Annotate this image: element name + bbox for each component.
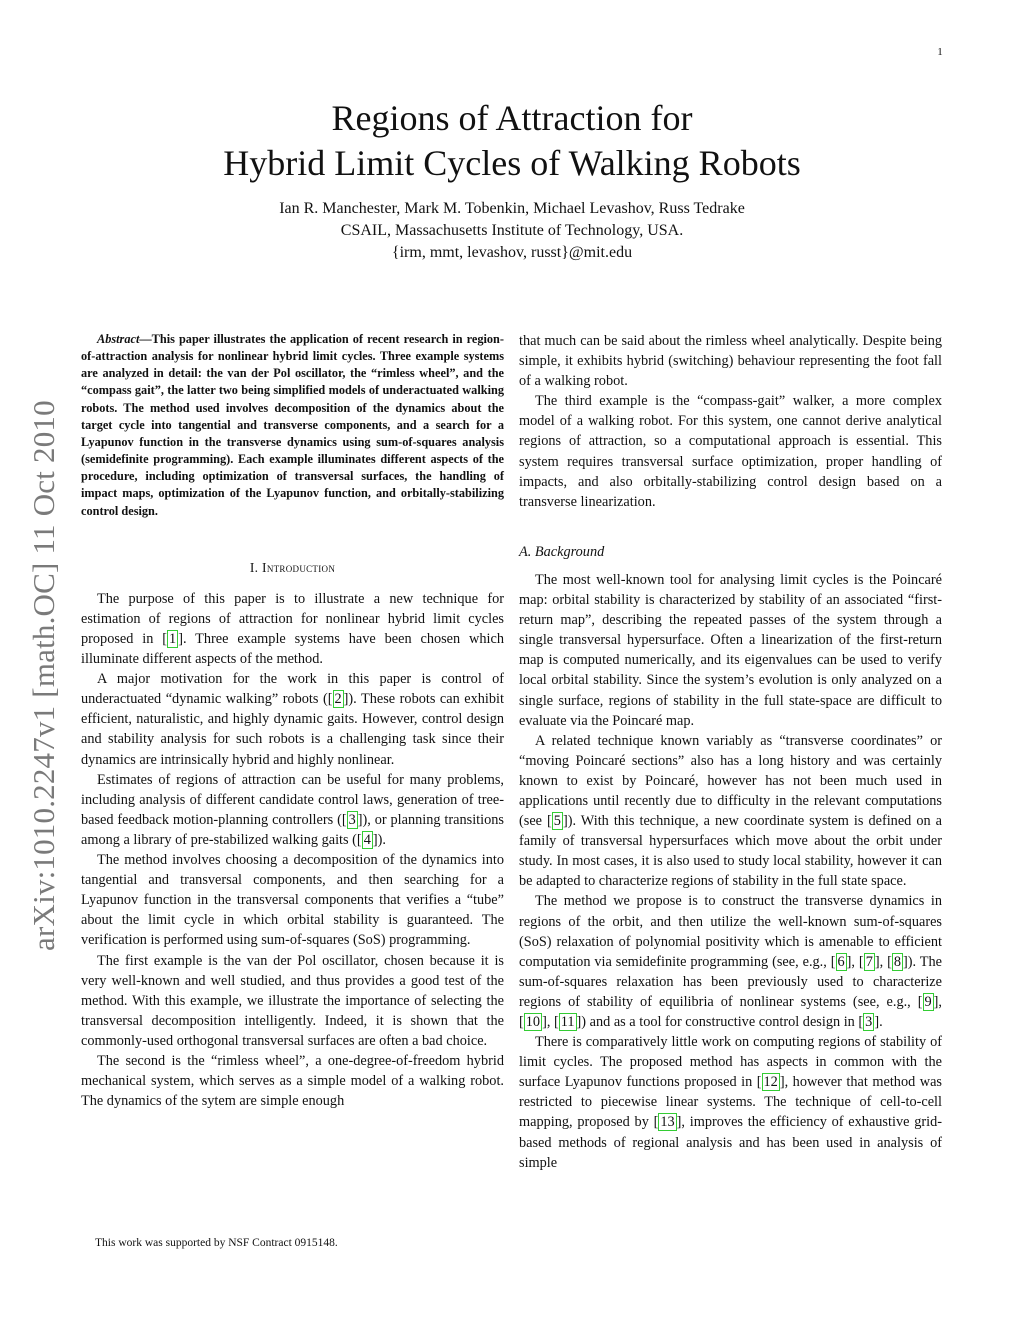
right-column: [519, 331, 942, 1173]
intro-paragraph-2: A major motivation for the work in this paper is control of underactuated “dynamic walking” robots ([ 2 ]). These robots can exhibit efficient, naturalistic, and highly dynamic gaits. However, control design and stability analysis for such robots is a challenging task since their dynamics are intrinsically hybrid and highly nonlinear.: [81, 671, 504, 768]
background-paragraph-1: The most well-known tool for analysing limit cycles is the Poincaré map: orbital stability is characterized by stability of an associated “first-return map”, describing the repeated passes of the system through a single transversal hypersurface. Often a linearization of the first-return map is computed numerically, and its eigenvalues can be used to verify local orbital stability. Since the system’s evolution is only analyzed on a single surface, regions of stability in the full state-space are difficult to evaluate via the Poincaré map.: [519, 571, 942, 729]
abstract-label: Abstract: [97, 332, 140, 346]
author-block: [0, 198, 1024, 264]
intro-paragraph-6-continued: that much can be said about the rimless wheel analytically. Despite being simple, it exhibits hybrid (switching) behaviour representing the foot fall of a walking robot.: [519, 333, 942, 390]
intro-paragraph-3: Estimates of regions of attraction can be useful for many problems, including analysis of different candidate control laws, generation of tree-based feedback motion-planning controllers ([ 3 ]), or planning transitions among a library of pre-stabilized walking gaits ([ 4 ]).: [81, 771, 504, 848]
left-column: [81, 331, 504, 1111]
citation-link[interactable]: 10: [525, 1014, 541, 1030]
background-paragraph-2: A related technique known variably as “transverse coordinates” or “moving Poincaré sections” also has a long history and was certainly known to exist by Poincaré, however has not been much used in applications until recently due to difficulty in the relevant computations (see [ 5 ]). With this technique, a new coordinate system is defined on a family of transversal hypersurfaces which move about the orbit under study. In most cases, it is also used to study local stability, however it can be adapted to characterize regions of stability in the full state space.: [519, 732, 942, 890]
affiliation: CSAIL, Massachusetts Institute of Technology, USA.: [340, 222, 684, 239]
citation-link[interactable]: 4: [363, 831, 371, 848]
citation-link[interactable]: 2: [334, 691, 342, 708]
title-line-1: Regions of Attraction for: [331, 98, 693, 138]
intro-paragraph-1: The purpose of this paper is to illustrate a new technique for estimation of regions of attraction for nonlinear hybrid limit cycles proposed in [ 1 ]. Three example systems have been chosen which illuminate different aspects of the method.: [81, 590, 504, 668]
intro-paragraph-7: The third example is the “compass-gait” walker, a more complex model of a walking robot. For this system, one cannot derive analytical regions of attraction, so a computational approach is essential. This system requires transversal surface optimization, proper handling of impacts, and also orbitally-stabilizing control design based on a transverse linearization.: [519, 393, 942, 510]
citation-link[interactable]: 3: [348, 811, 356, 828]
paper-title: [0, 96, 1024, 186]
citation-link[interactable]: 7: [865, 953, 873, 970]
citation-link[interactable]: 8: [893, 953, 902, 970]
intro-paragraph-4: The method involves choosing a decomposition of the dynamics into tangential and transversal components, and then searching for a Lyapunov function in the transversal components that verifies a “tube” about the limit cycle in which orbital stability is guaranteed. The verification is performed using sum-of-squares (SoS) programming.: [81, 852, 504, 949]
citation-link[interactable]: 9: [924, 993, 932, 1010]
citation-link[interactable]: 11: [560, 1014, 575, 1030]
emails: {irm, mmt, levashov, russt}@mit.edu: [391, 244, 633, 261]
intro-paragraph-6: The second is the “rimless wheel”, a one-degree-of-freedom hybrid mechanical system, which serves as a simple model of a walking robot. The dynamics of the sytem are simple enough: [81, 1052, 504, 1110]
background-paragraph-4: There is comparatively little work on computing regions of stability of limit cycles. The proposed method has aspects in common with the surface Lyapunov functions proposed in [ 12 ], however that method was restricted to piecewise linear systems. The technique of cell-to-cell mapping, proposed by [ 13 ], improves the efficiency of exhaustive grid-based methods of regional analysis and has been used in analysis of simple: [519, 1034, 942, 1171]
abstract-text: This paper illustrates the application of recent research in region-of-attraction analysis for nonlinear hybrid limit cycles. Three example systems are analyzed in detail: the van der Pol oscillator, the “rimless wheel”, and the “compass gait”, the latter two being simplified models of underactuated walking robots. The method used involves decomposition of the dynamics about the target cycle into tangential and transverse components, and a search for a Lyapunov function in the transverse dynamics using sum-of-squares analysis (semidefinite programming). Each example illuminates different aspects of the procedure, including optimization of transversal surfaces, the handling of impact maps, optimization of the Lyapunov function, and orbitally-stabilizing control design.: [81, 332, 504, 518]
citation-link[interactable]: 3: [865, 1014, 873, 1030]
citation-link[interactable]: 1: [169, 631, 177, 647]
subsection-heading-background: A. Background: [519, 543, 605, 560]
citation-link[interactable]: 6: [837, 953, 845, 970]
abstract: Abstract—This paper illustrates the application of recent research in region-of-attraction analysis for nonlinear hybrid limit cycles. Three example systems are analyzed in detail: the van der Pol oscillator, the “rimless wheel”, and the “compass gait”, the latter two being simplified models of underactuated walking robots. The method used involves decomposition of the dynamics about the target cycle into tangential and transverse components, and a search for a Lyapunov function in the transverse dynamics using sum-of-squares analysis (semidefinite programming). Each example illuminates different aspects of the procedure, including optimization of transversal surfaces, the handling of impact maps, optimization of the Lyapunov function, and orbitally-stabilizing control design.: [81, 332, 504, 518]
page-number: 1: [937, 46, 943, 58]
intro-paragraph-5: The first example is the van der Pol oscillator, chosen because it is very well-known and well studied, and thus provides a good test of the method. With this example, we illustrate the importance of selecting the transversal decomposition intelligently. Indeed, it is shown that the commonly-used orthogonal transversal surfaces are often a bad choice.: [81, 952, 504, 1049]
title-line-2: Hybrid Limit Cycles of Walking Robots: [223, 143, 801, 183]
authors: Ian R. Manchester, Mark M. Tobenkin, Michael Levashov, Russ Tedrake: [279, 200, 745, 217]
background-paragraph-3: The method we propose is to construct the transverse dynamics in regions of the orbit, and then utilize the well-known sum-of-squares (SoS) relaxation of polynomial positivity which is amenable to efficient computation via semidefinite programming (see, e.g., [ 6 ], [ 7 ], [ 8 ]). The sum-of-squares relaxation has been previously used to characterize regions of stability of equilibria of nonlinear systems (see, e.g., [ 9 ], [ 10 ], [ 11 ]) and as a tool for constructive control design in [ 3 ].: [519, 893, 942, 1030]
paper-header: [0, 96, 1024, 264]
citation-link[interactable]: 12: [763, 1074, 778, 1091]
section-heading-introduction: I. Introduction: [249, 559, 336, 575]
footnote: This work was supported by NSF Contract 0915148.: [95, 1237, 338, 1249]
citation-link[interactable]: 5: [553, 813, 561, 830]
arxiv-identifier: arXiv:1010.2247v1 [math.OC] 11 Oct 2010: [26, 400, 61, 951]
citation-link[interactable]: 13: [660, 1114, 675, 1131]
